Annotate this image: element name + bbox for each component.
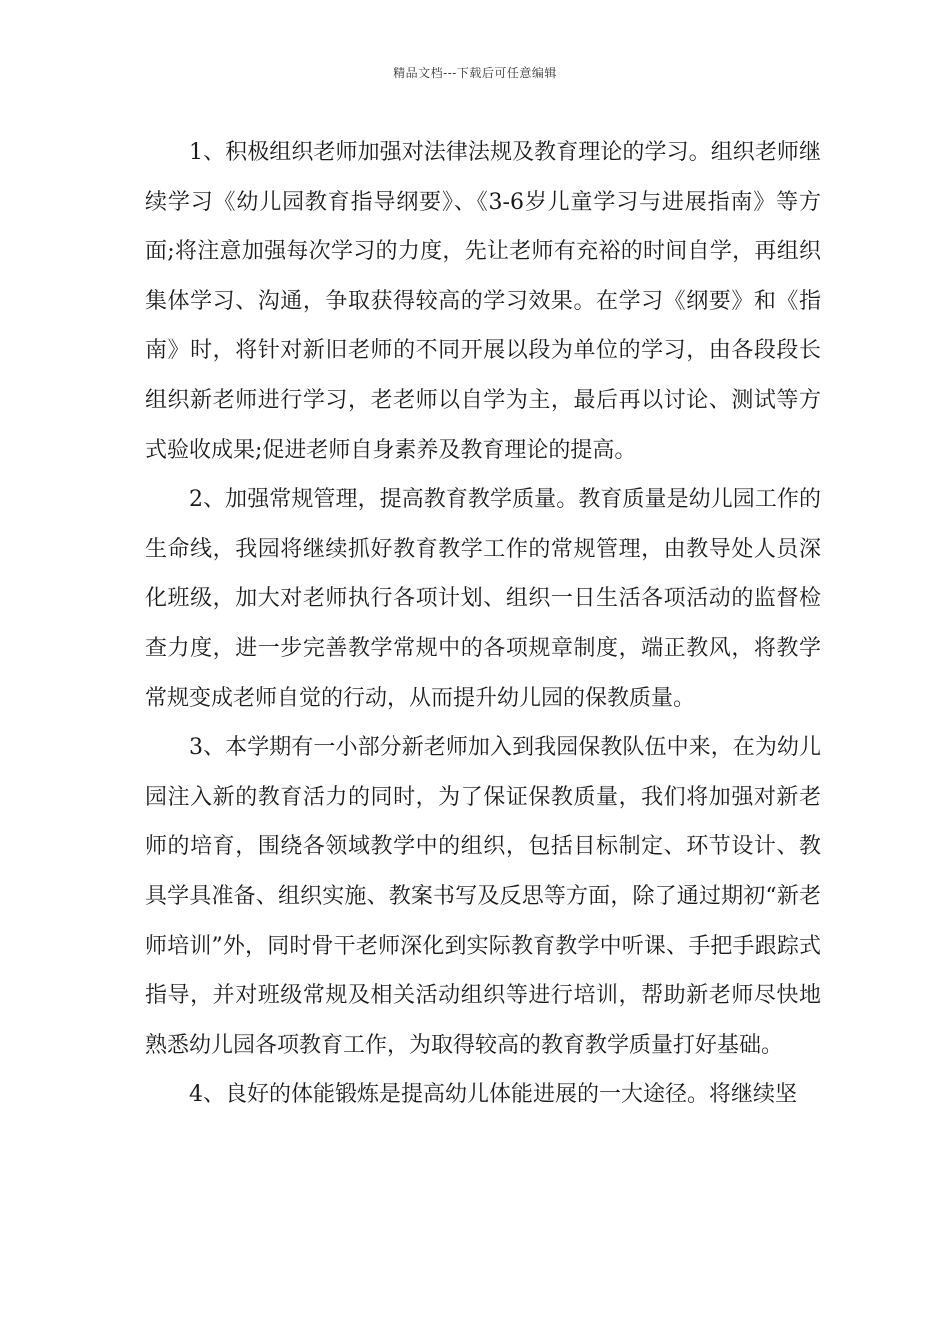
paragraph-2: 2、加强常规管理，提高教育教学质量。教育质量是幼儿园工作的生命线，我园将继续抓好教育教学工作的常规管理，由教导处人员深化班级，加大对老师执行各项计划、组织一日生活各项活动的监督检查力度，进一步完善教学常规中的各项规章制度，端正教风，将教学常规变成老师自觉的行动，从而提升幼儿园的保教质量。: [145, 487, 821, 711]
paragraph-3: 3、本学期有一小部分新老师加入到我园保教队伍中来，在为幼儿园注入新的教育活力的同时，为了保证保教质量，我们将加强对新老师的培育，围绕各领域教学中的组织，包括目标制定、环节设计、教具学具准备、组织实施、教案书写及反思等方面，除了通过期初“新老师培训”外，同时骨干老师深化到实际教育教学中听课、手把手跟踪式指导，并对班级常规及相关活动组织等进行培训，帮助新老师尽快地熟悉幼儿园各项教育工作，为取得较高的教育教学质量打好基础。: [145, 735, 821, 1058]
paragraph-1: 1、积极组织老师加强对法律法规及教育理论的学习。组织老师继续学习《幼儿园教育指导纲要》、《3-6岁儿童学习与进展指南》等方面;将注意加强每次学习的力度，先让老师有充裕的时间自学，再组织集体学习、沟通，争取获得较高的学习效果。在学习《纲要》和《指南》时，将针对新旧老师的不同开展以段为单位的学习，由各段段长组织新老师进行学习，老老师以自学为主，最后再以讨论、测试等方式验收成果;促进老师自身素养及教育理论的提高。: [145, 140, 821, 463]
document-body: [145, 128, 821, 1120]
paragraph-4: 4、良好的体能锻炼是提高幼儿体能进展的一大途径。将继续坚: [189, 1082, 797, 1108]
page-header: 精品文档---下载后可任意编辑: [393, 66, 557, 80]
